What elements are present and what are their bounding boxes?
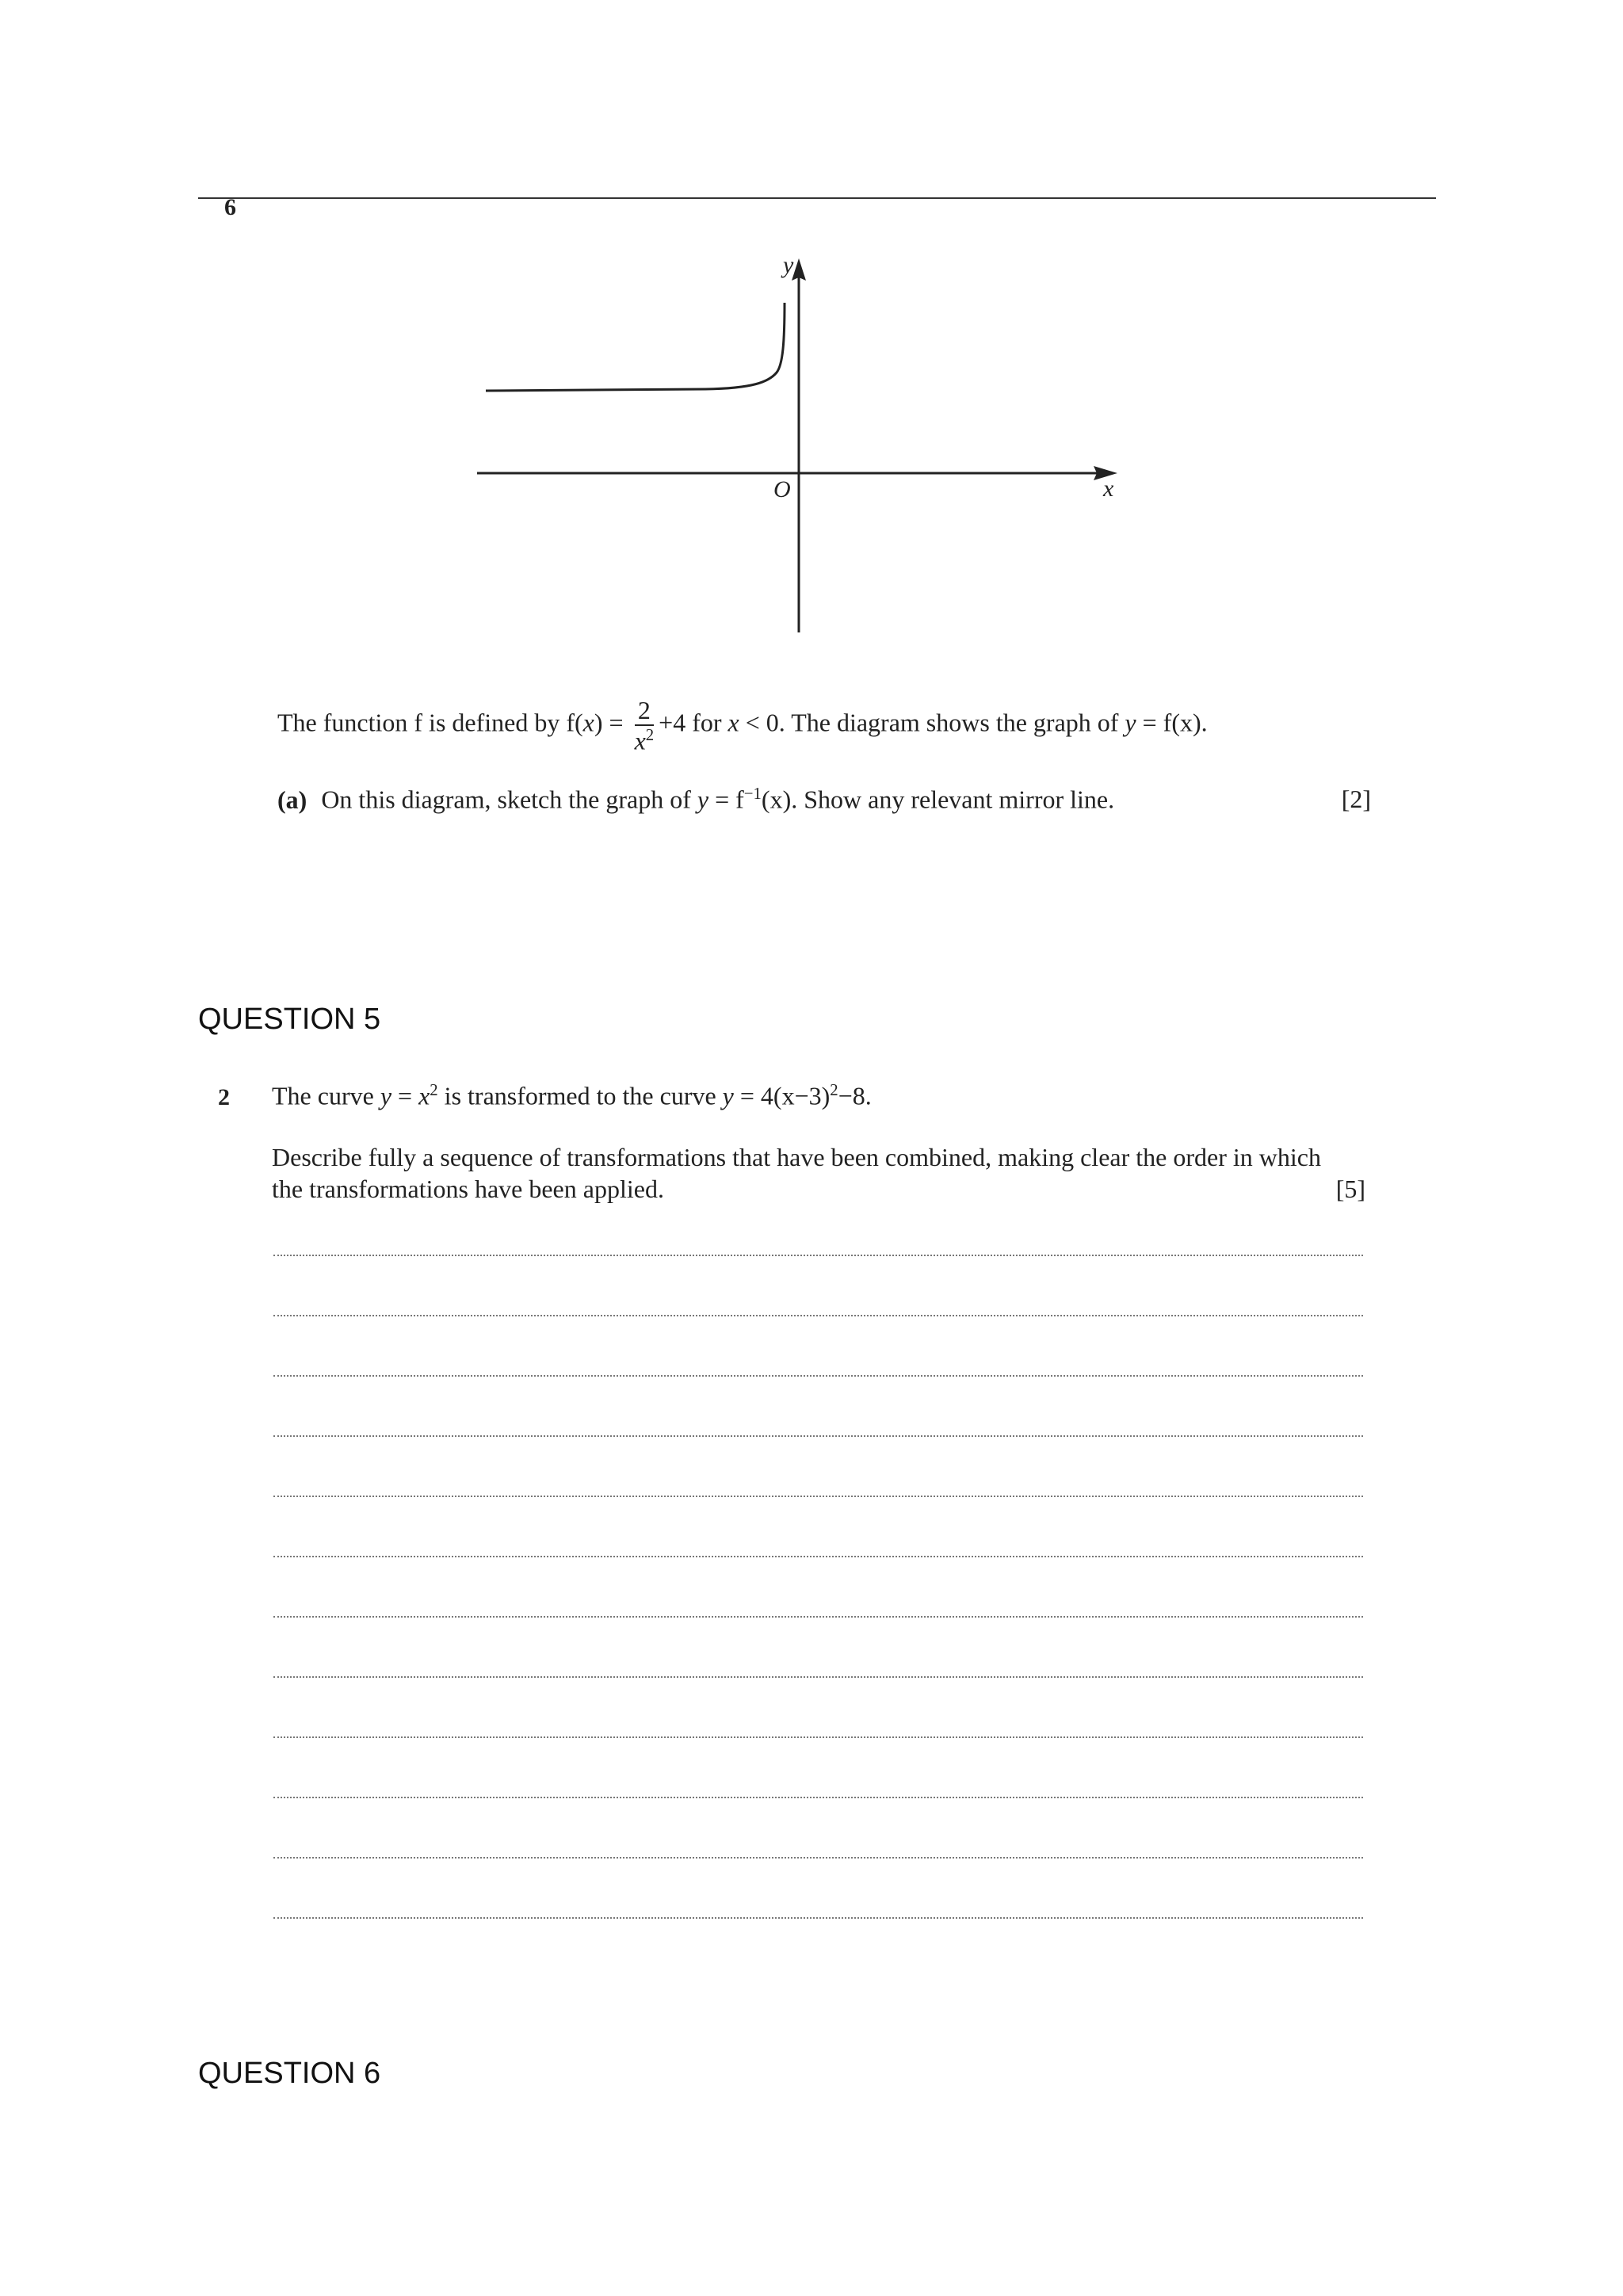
q5-var-x: x	[418, 1081, 430, 1110]
answer-line[interactable]	[273, 1857, 1363, 1859]
q5-text-b: =	[391, 1081, 419, 1110]
origin-label: O	[773, 476, 791, 502]
part-a-var-y: y	[697, 785, 709, 814]
q5-text-e: −8.	[838, 1081, 872, 1110]
stem-text: The function f is defined by f(	[277, 708, 583, 737]
part-a-label: (a)	[277, 785, 307, 814]
stem-var-y: y	[1125, 708, 1136, 737]
answer-line[interactable]	[273, 1556, 1363, 1557]
q5-text-a: The curve	[272, 1081, 380, 1110]
q5-text-d: = 4(x−3)	[733, 1081, 831, 1110]
question-6-heading: QUESTION 6	[198, 2057, 381, 2090]
x-axis-label: x	[1103, 476, 1114, 502]
answer-line[interactable]	[273, 1676, 1363, 1678]
question-5-line1	[272, 1081, 872, 1111]
fraction-numerator: 2	[635, 697, 655, 726]
answer-line[interactable]	[273, 1255, 1363, 1256]
part-a-inverse: −1	[743, 785, 762, 803]
part-a	[277, 785, 1371, 815]
part-a-text-3: (x). Show any relevant mirror line.	[761, 785, 1115, 814]
y-axis-label: y	[783, 254, 794, 278]
question-5-heading: QUESTION 5	[198, 1003, 381, 1036]
curve-f	[486, 303, 785, 391]
header-rule	[198, 197, 1436, 199]
stem-var-x: x	[582, 708, 594, 737]
q5-power: 2	[430, 1081, 438, 1099]
fraction-den-var: x	[634, 726, 646, 755]
question-5-body	[272, 1141, 1365, 1205]
fraction-den-power: 2	[645, 726, 655, 744]
answer-lines[interactable]	[273, 1255, 1363, 1977]
question-number: 2	[218, 1084, 230, 1110]
answer-line[interactable]	[273, 1736, 1363, 1738]
q5-var-y2: y	[722, 1081, 734, 1110]
q5-text-c: is transformed to the curve	[437, 1081, 723, 1110]
page-number: 6	[224, 194, 236, 220]
q5-body-line1: Describe fully a sequence of transformations that have been combined, making clear the order in which	[272, 1143, 1321, 1171]
stem-cond: < 0. The diagram shows the graph of	[739, 708, 1125, 737]
answer-line[interactable]	[273, 1917, 1363, 1919]
q5-var-y: y	[380, 1081, 392, 1110]
y-axis-arrowhead	[792, 258, 806, 281]
part-a-marks: [2]	[1341, 785, 1371, 813]
stem-plus: +4 for	[659, 708, 728, 737]
part-a-text: On this diagram, sketch the graph of	[321, 785, 697, 814]
answer-line[interactable]	[273, 1496, 1363, 1497]
q5-power-2: 2	[830, 1081, 838, 1099]
q5-body-line2: the transformations have been applied.	[272, 1175, 664, 1203]
part-a-text-2: = f	[708, 785, 744, 814]
answer-line[interactable]	[273, 1435, 1363, 1437]
q5-marks: [5]	[1335, 1175, 1365, 1203]
answer-line[interactable]	[273, 1375, 1363, 1377]
answer-line[interactable]	[273, 1315, 1363, 1316]
question-stem	[277, 697, 1208, 754]
fraction-denominator	[635, 726, 655, 754]
answer-line[interactable]	[273, 1797, 1363, 1798]
stem-eq: ) =	[594, 708, 630, 737]
fraction	[635, 697, 655, 754]
function-graph	[468, 254, 1133, 650]
stem-cond-var: x	[727, 708, 739, 737]
stem-end: = f(x).	[1136, 708, 1208, 737]
answer-line[interactable]	[273, 1616, 1363, 1618]
